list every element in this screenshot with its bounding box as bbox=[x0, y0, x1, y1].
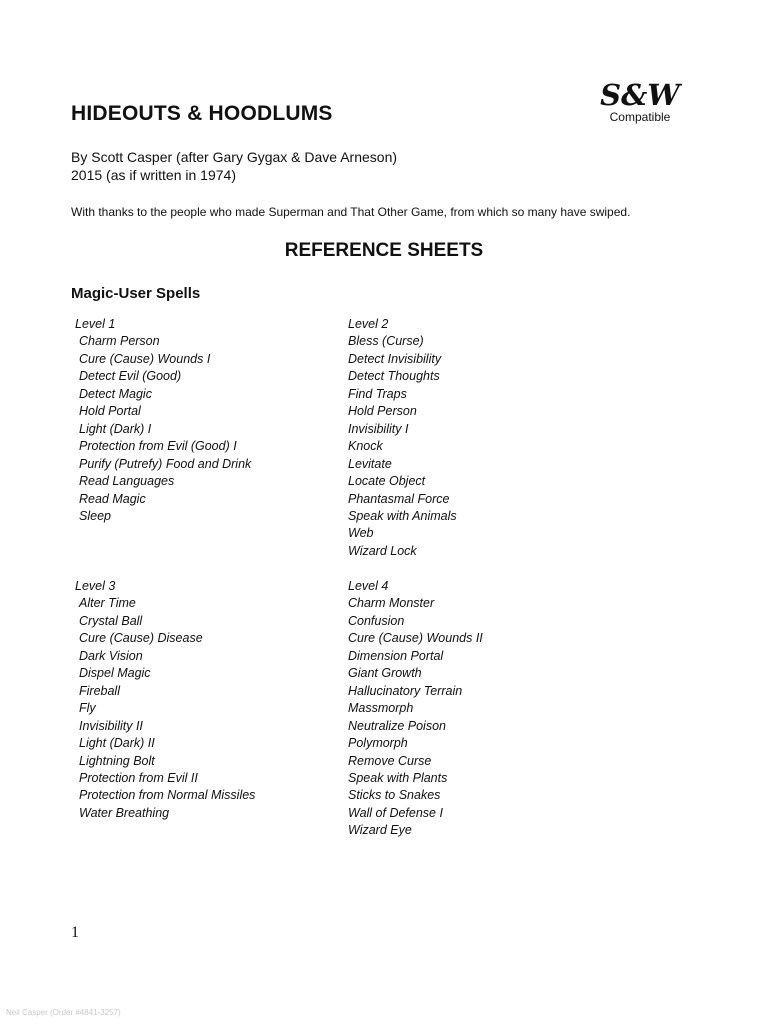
spell-item: Crystal Ball bbox=[79, 613, 143, 628]
spell-item: Purify (Putrefy) Food and Drink bbox=[79, 456, 252, 471]
spell-item: Light (Dark) II bbox=[79, 736, 155, 751]
spell-item: Protection from Evil II bbox=[79, 770, 198, 785]
spell-level-label: Level 2 bbox=[348, 317, 389, 331]
spell-item: Fly bbox=[79, 701, 96, 716]
magic-user-spells-heading: Magic-User Spells bbox=[71, 285, 201, 302]
spell-item: Knock bbox=[348, 439, 383, 454]
author-line: By Scott Casper (after Gary Gygax & Dave Arneson) bbox=[71, 149, 398, 165]
spell-item: Detect Evil (Good) bbox=[79, 369, 182, 384]
spell-level-label: Level 4 bbox=[348, 579, 389, 593]
document-title: HIDEOUTS & HOODLUMS bbox=[71, 102, 333, 125]
spell-item: Protection from Evil (Good) I bbox=[79, 439, 237, 454]
spell-item: Charm Monster bbox=[348, 596, 435, 611]
date-line: 2015 (as if written in 1974) bbox=[71, 167, 236, 183]
spell-item: Protection from Normal Missiles bbox=[79, 788, 256, 803]
spell-item: Detect Magic bbox=[79, 386, 152, 401]
footer-watermark: Neil Casper (Order #4841-3257) bbox=[6, 1008, 121, 1017]
spell-item: Dispel Magic bbox=[79, 666, 151, 681]
spell-item: Dimension Portal bbox=[348, 648, 444, 663]
spell-item: Speak with Animals bbox=[348, 508, 457, 523]
sw-compatible-logo bbox=[598, 72, 682, 126]
spell-item: Confusion bbox=[348, 613, 405, 628]
spell-item: Charm Person bbox=[79, 334, 160, 349]
spell-item: Detect Thoughts bbox=[348, 369, 440, 384]
spell-level-2-list bbox=[348, 316, 457, 560]
spell-item: Wizard Lock bbox=[348, 543, 417, 558]
spell-item: Remove Curse bbox=[348, 753, 432, 768]
page-number: 1 bbox=[71, 924, 79, 941]
spell-item: Web bbox=[348, 526, 374, 541]
spell-item: Find Traps bbox=[348, 386, 407, 401]
spell-item: Read Languages bbox=[79, 474, 175, 489]
spell-item: Invisibility I bbox=[348, 421, 409, 436]
spell-item: Wizard Eye bbox=[348, 823, 412, 838]
spell-item: Hold Portal bbox=[79, 404, 141, 419]
acknowledgement-text: With thanks to the people who made Superman and That Other Game, from which so many have swiped. bbox=[71, 205, 631, 219]
spell-item: Cure (Cause) Wounds I bbox=[79, 351, 211, 366]
spell-item: Speak with Plants bbox=[348, 770, 448, 785]
spell-item: Alter Time bbox=[79, 596, 136, 611]
spell-item: Lightning Bolt bbox=[79, 753, 155, 768]
spell-item: Hold Person bbox=[348, 404, 417, 419]
spell-item: Hallucinatory Terrain bbox=[348, 683, 463, 698]
spell-item: Water Breathing bbox=[79, 805, 170, 820]
spell-item: Dark Vision bbox=[79, 648, 143, 663]
spell-level-label: Level 1 bbox=[75, 317, 116, 331]
sw-logo-graphic bbox=[598, 72, 682, 126]
spell-item: Locate Object bbox=[348, 474, 426, 489]
spell-item: Fireball bbox=[79, 683, 120, 698]
spell-item: Giant Growth bbox=[348, 666, 422, 681]
spell-level-4-list bbox=[348, 578, 483, 840]
spell-item: Bless (Curse) bbox=[348, 334, 424, 349]
spell-item: Read Magic bbox=[79, 491, 146, 506]
sw-logo-mark: S&W bbox=[600, 78, 680, 112]
spell-item: Invisibility II bbox=[79, 718, 143, 733]
byline bbox=[71, 148, 397, 184]
spell-item: Cure (Cause) Disease bbox=[79, 631, 203, 646]
spell-level-label: Level 3 bbox=[75, 579, 116, 593]
spell-item: Polymorph bbox=[348, 736, 408, 751]
spell-item: Light (Dark) I bbox=[79, 421, 152, 436]
spell-item: Phantasmal Force bbox=[348, 491, 450, 506]
spell-level-3-list bbox=[75, 578, 255, 822]
spell-item: Detect Invisibility bbox=[348, 351, 442, 366]
logo-compatible-text: Compatible bbox=[609, 110, 671, 124]
spell-item: Sticks to Snakes bbox=[348, 788, 441, 803]
spell-item: Massmorph bbox=[348, 701, 414, 716]
spell-item: Cure (Cause) Wounds II bbox=[348, 631, 483, 646]
reference-sheets-heading: REFERENCE SHEETS bbox=[284, 240, 484, 261]
spell-level-1-list bbox=[75, 316, 251, 525]
spell-item: Sleep bbox=[79, 508, 111, 523]
spell-item: Wall of Defense I bbox=[348, 805, 443, 820]
spell-item: Neutralize Poison bbox=[348, 718, 446, 733]
spell-item: Levitate bbox=[348, 456, 392, 471]
